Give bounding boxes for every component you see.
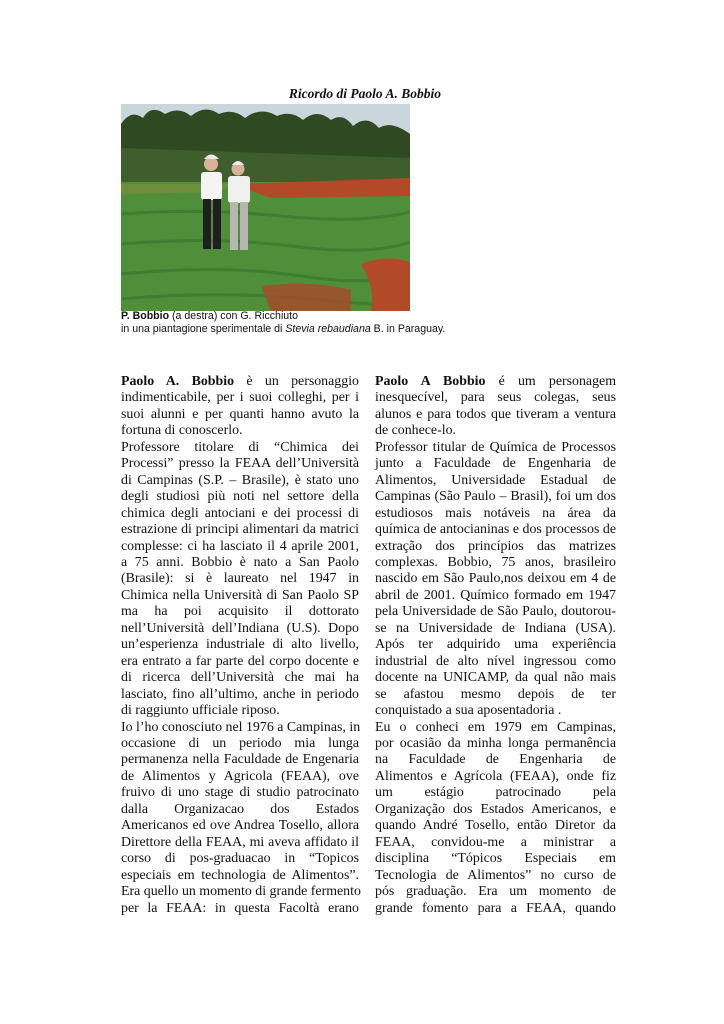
portuguese-line: grande fomento para a FEAA, quando: [375, 900, 616, 916]
caption-line2-pre: in una piantagione sperimentale di: [121, 323, 286, 335]
portuguese-line: química de antocianinas e dos processos de: [375, 522, 616, 538]
italian-line: Direttore della FEAA, mi aveva affidato il: [121, 834, 359, 850]
italian-line: permanenza nella Faculdade de Engenaria: [121, 752, 359, 768]
portuguese-line: pela Universidade de São Paulo, doutorou-: [375, 604, 616, 620]
portuguese-line: Professor titular de Química de Processos: [375, 439, 616, 455]
portuguese-line: quando André Tosello, então Diretor da: [375, 818, 616, 834]
portuguese-line: extração dos princípios das matrizes: [375, 538, 616, 554]
italian-line: fortuna di conoscerlo.: [121, 423, 243, 439]
portuguese-line: se afastou mesmo depois de ter: [375, 686, 616, 702]
italian-line: (Brasile): si è laureato nel 1947 in: [121, 571, 359, 587]
italian-line: Era quello un momento di grande fermento: [121, 884, 361, 900]
italian-line: chimica degli antociani e dei processi di: [121, 505, 359, 521]
photo: [121, 104, 410, 311]
italian-line: Processi” presso la FEAA dell’Università: [121, 456, 359, 472]
portuguese-line: Campinas (São Paulo – Brasil), foi um dos: [375, 489, 616, 505]
portuguese-line: pós graduação. Era um momento de: [375, 884, 616, 900]
portuguese-line: FEAA, convidou-me a ministrar a: [375, 834, 616, 850]
italian-line: indimenticabile, per i suoi colleghi, per i: [121, 390, 359, 406]
italian-line: per la FEAA: in questa Facoltà erano: [121, 900, 359, 916]
portuguese-lead-name: Paolo A Bobbio: [375, 374, 486, 389]
italian-line: degli studiosi più noti nel settore della: [121, 489, 359, 505]
caption-line1: (a destra) con G. Ricchiuto: [169, 310, 299, 322]
italian-line: Americanos ed ove Andrea Tosello, allora: [121, 818, 359, 834]
portuguese-line: abril de 2001. Químico formado em 1947: [375, 587, 616, 603]
portuguese-line: Tecnologia de Alimentos” no curso de: [375, 867, 616, 883]
italian-line: fruivo di uno stage di studio patrocinato: [121, 785, 359, 801]
italian-line: Professore titolare di “Chimica dei: [121, 439, 359, 455]
italian-line: di raggiunto ufficiale riposo.: [121, 703, 280, 719]
portuguese-line: complexas. Bobbio, 75 anos, brasileiro: [375, 554, 616, 570]
italian-line: ma ha poi acquisito il dottorato: [121, 604, 359, 620]
italian-line: suoi alunni e per quanti hanno avuto la: [121, 406, 359, 422]
portuguese-line-0: Paolo A Bobbio é um personagem: [375, 374, 617, 389]
italian-line: Chimica nella Università di San Paolo SP: [121, 587, 359, 603]
portuguese-line: um estágio patrocinado pela: [375, 785, 616, 801]
portuguese-line: junto a Faculdade de Engenharia de: [375, 456, 616, 472]
caption-name: P. Bobbio: [121, 310, 170, 322]
portuguese-line: na Faculdade de Engenharia de: [375, 752, 616, 768]
italian-line: de Alimentos y Agricola (FEAA), ove: [121, 768, 359, 784]
italian-line: un’esperienza industriale di alto livello,: [121, 637, 359, 653]
caption-line2-post: B. in Paraguay.: [370, 323, 446, 335]
italian-line: occasione di un periodo mia lunga: [121, 735, 359, 751]
italian-line-0: Paolo A. Bobbio è un personaggio: [121, 374, 359, 389]
portuguese-line: industrial de alto nível ingressou como: [375, 653, 616, 669]
portuguese-line: por ocasião da minha longa permanência: [375, 735, 616, 751]
italian-line: dalla Organizacao dos Estados: [121, 801, 359, 817]
italian-line: especiais em technologia de Alimentos”.: [121, 867, 359, 883]
italian-line: di Campinas (S.P. – Brasile), è stato uno: [121, 472, 359, 488]
portuguese-line: Alimentos, Universidade Estadual de: [375, 472, 616, 488]
portuguese-line: Após ter adquirido uma experiência: [375, 637, 616, 653]
italian-line: nell’Università dell’Indiana (U.S). Dopo: [121, 620, 359, 636]
italian-line: a 75 anni. Bobbio è nato a San Paolo: [121, 554, 359, 570]
portuguese-line: de conhece-lo.: [375, 423, 456, 439]
italian-column: [121, 374, 359, 917]
portuguese-line: conquistado a sua aposentadoria .: [375, 703, 562, 719]
italian-lead-name: Paolo A. Bobbio: [121, 374, 235, 389]
portuguese-line: Eu o conheci em 1979 em Campinas,: [375, 719, 616, 735]
italian-line: Io l’ho conosciuto nel 1976 a Campinas, in: [121, 719, 361, 735]
portuguese-line: docente na UNICAMP, da qual não mais: [375, 670, 616, 686]
caption-species: Stevia rebaudiana: [285, 323, 371, 335]
page-title: Ricordo di Paolo A. Bobbio: [288, 86, 442, 101]
portuguese-line: Alimentos e Agrícola (FEAA), onde fiz: [375, 768, 616, 784]
portuguese-line: estudiosos mais notáveis na área da: [375, 505, 616, 521]
italian-line: era entrato a far parte del corpo docente e: [121, 653, 359, 669]
portuguese-line: disciplina “Tópicos Especiais em: [375, 851, 616, 867]
portuguese-line: se na Universidade de Indiana (USA).: [375, 620, 616, 636]
portuguese-line: inesquecível, para seus colegas, seus: [375, 390, 616, 406]
italian-line: di ricerca dell’Università che mai ha: [121, 670, 359, 686]
photo-caption: [121, 310, 521, 336]
italian-line: estrazione di principi alimentari da matrici: [121, 522, 359, 538]
italian-line: complesse: ci ha lasciato il 4 aprile 2001,: [121, 538, 359, 554]
portuguese-line: Organização dos Estados Americanos, e: [375, 801, 616, 817]
italian-line: corso di pos-graduacao in “Topicos: [121, 851, 359, 867]
portuguese-column: [375, 374, 616, 917]
italian-line: lasciato, fino all’ultimo, anche in periodo: [121, 686, 359, 702]
photo-two-men-in-stevia-field-icon: [121, 104, 410, 311]
portuguese-line: nascido em São Paulo,nos deixou em 4 de: [375, 571, 616, 587]
portuguese-line: alunos e para todos que tiveram a ventura: [375, 406, 616, 422]
